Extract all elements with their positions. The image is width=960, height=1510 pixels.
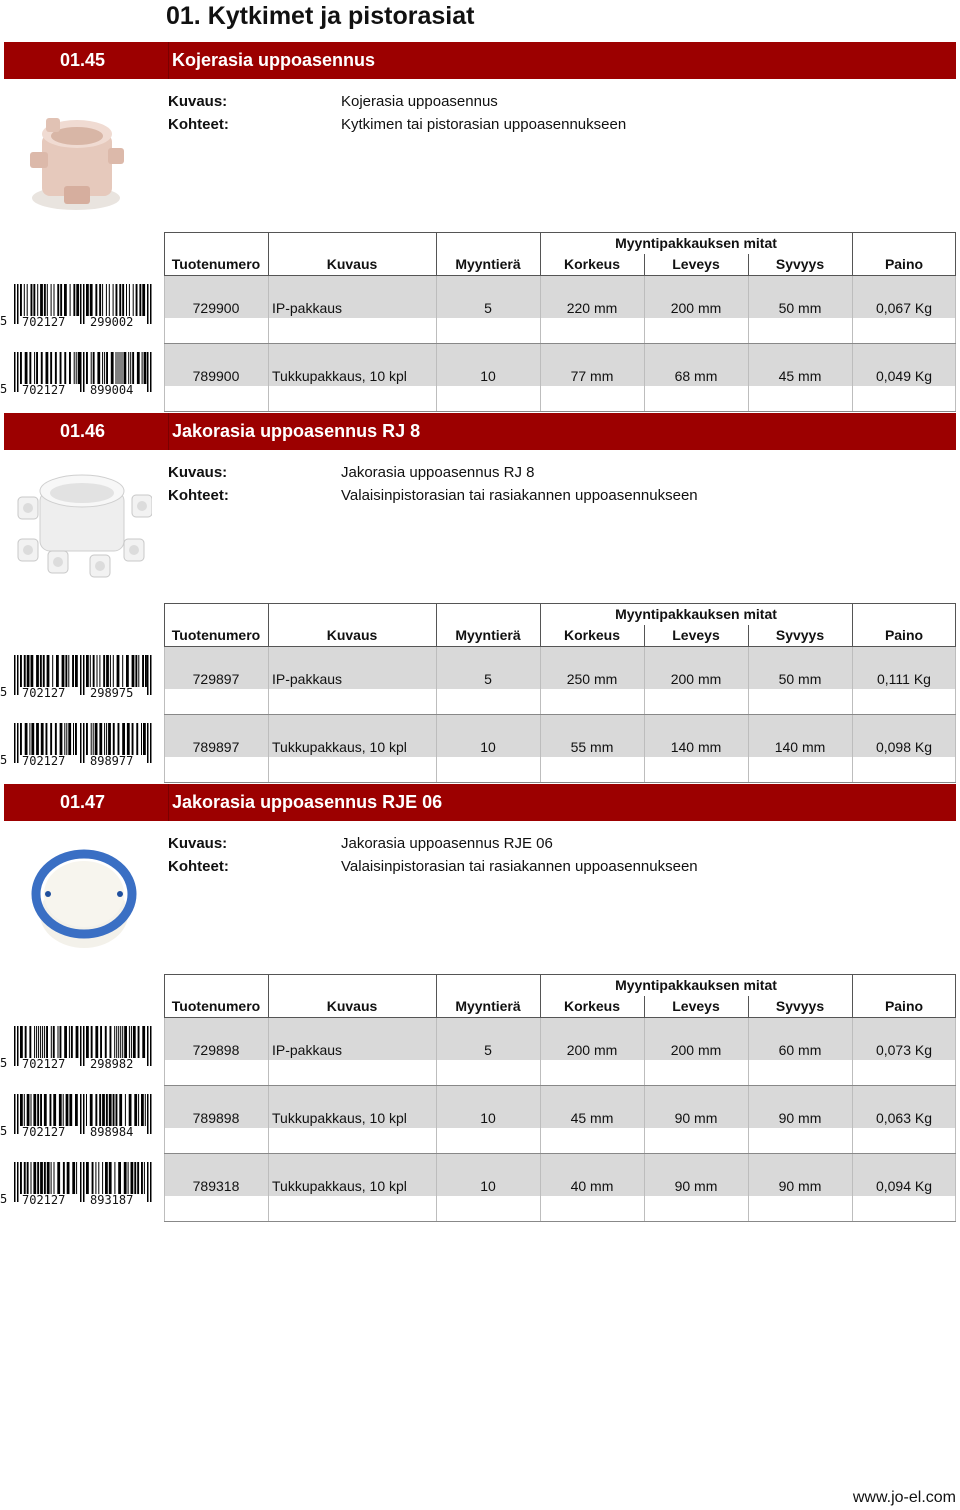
- cell-syvyys: 45 mm: [778, 368, 822, 384]
- cell-kuvaus: IP-pakkaus: [272, 1042, 343, 1058]
- cell-tuotenumero: 789318: [192, 1178, 240, 1194]
- cell-divider: [268, 1154, 269, 1222]
- cell-leveys: 90 mm: [674, 1178, 718, 1194]
- table-row: [164, 715, 956, 783]
- section-code: 01.47: [60, 792, 106, 812]
- row-rule: [164, 1221, 956, 1222]
- product-table: [164, 603, 956, 783]
- ean-right-digits: 299002: [90, 315, 134, 329]
- column-header: Paino: [884, 256, 924, 272]
- ean-left-digits: 702127: [22, 754, 66, 768]
- section-header-bar: [4, 784, 956, 821]
- table-row: [164, 344, 956, 412]
- column-header: Myyntierä: [455, 256, 521, 272]
- product-section: [0, 413, 960, 784]
- ean-right-digits: 893187: [90, 1193, 134, 1207]
- section-divider: [168, 42, 169, 79]
- ean-left-digits: 702127: [22, 686, 66, 700]
- ean-leading-digit: 5: [0, 382, 8, 396]
- column-header: Syvyys: [775, 627, 825, 643]
- cell-leveys: 200 mm: [670, 671, 722, 687]
- cell-leveys: 140 mm: [670, 739, 722, 755]
- product-section: [0, 784, 960, 1207]
- ean-leading-digit: 5: [0, 314, 8, 328]
- ean-leading-digit: 5: [0, 1056, 8, 1070]
- ean-right-digits: 898984: [90, 1125, 134, 1139]
- cell-syvyys: 50 mm: [778, 300, 822, 316]
- header-group-label: Myyntipakkauksen mitat: [615, 977, 777, 993]
- cell-myyntiera: 10: [480, 368, 496, 384]
- column-header: Tuotenumero: [171, 998, 261, 1014]
- cell-syvyys: 90 mm: [778, 1110, 822, 1126]
- kohteet-label: Kohteet:: [168, 116, 229, 133]
- cell-korkeus: 77 mm: [570, 368, 614, 384]
- cell-leveys: 200 mm: [670, 1042, 722, 1058]
- table-row: [164, 1018, 956, 1086]
- ean-leading-digit: 5: [0, 685, 8, 699]
- cell-myyntiera: 5: [484, 300, 492, 316]
- cell-korkeus: 45 mm: [570, 1110, 614, 1126]
- cell-myyntiera: 5: [484, 671, 492, 687]
- table-row: [164, 647, 956, 715]
- kohteet-value: Valaisinpistorasian tai rasiakannen uppoasennukseen: [341, 858, 698, 875]
- header-group-label: Myyntipakkauksen mitat: [615, 235, 777, 251]
- cell-kuvaus: Tukkupakkaus, 10 kpl: [272, 1178, 407, 1194]
- header-group-label: Myyntipakkauksen mitat: [615, 606, 777, 622]
- ean-barcode: [0, 1094, 156, 1144]
- column-header: Leveys: [672, 998, 720, 1014]
- cell-leveys: 90 mm: [674, 1110, 718, 1126]
- column-header: Kuvaus: [326, 998, 378, 1014]
- row-rule: [164, 782, 956, 783]
- ean-barcode: [0, 1162, 156, 1212]
- section-code: 01.45: [60, 50, 106, 70]
- cell-kuvaus: Tukkupakkaus, 10 kpl: [272, 1110, 407, 1126]
- ean-left-digits: 702127: [22, 1125, 66, 1139]
- section-divider: [168, 413, 169, 450]
- ean-right-digits: 899004: [90, 383, 134, 397]
- column-header: Syvyys: [775, 256, 825, 272]
- page-title: 01. Kytkimet ja pistorasiat: [166, 2, 475, 30]
- cell-kuvaus: Tukkupakkaus, 10 kpl: [272, 739, 407, 755]
- column-header: Paino: [884, 998, 924, 1014]
- column-header: Korkeus: [563, 998, 621, 1014]
- table-header: [164, 974, 956, 1018]
- product-image: [12, 461, 152, 601]
- cell-kuvaus: IP-pakkaus: [272, 671, 343, 687]
- cell-myyntiera: 10: [480, 739, 496, 755]
- ean-barcode: [0, 655, 156, 705]
- section-code: 01.46: [60, 421, 106, 441]
- row-rule: [164, 411, 956, 412]
- product-image: [12, 832, 152, 972]
- kuvaus-label: Kuvaus:: [168, 835, 228, 852]
- section-divider: [168, 784, 169, 821]
- table-row: [164, 1154, 956, 1222]
- ean-leading-digit: 5: [0, 1192, 8, 1206]
- cell-myyntiera: 10: [480, 1110, 496, 1126]
- cell-syvyys: 60 mm: [778, 1042, 822, 1058]
- cell-syvyys: 50 mm: [778, 671, 822, 687]
- ean-left-digits: 702127: [22, 383, 66, 397]
- product-section: [0, 42, 960, 413]
- cell-divider: [268, 344, 269, 412]
- section-header-bar: [4, 413, 956, 450]
- cell-korkeus: 220 mm: [566, 300, 618, 316]
- cell-divider: [268, 1086, 269, 1154]
- cell-paino: 0,067 Kg: [875, 300, 933, 316]
- cell-paino: 0,073 Kg: [875, 1042, 933, 1058]
- ean-barcode: [0, 1026, 156, 1076]
- ean-left-digits: 702127: [22, 315, 66, 329]
- table-header: [164, 232, 956, 276]
- cell-leveys: 68 mm: [674, 368, 718, 384]
- cell-korkeus: 55 mm: [570, 739, 614, 755]
- kohteet-label: Kohteet:: [168, 858, 229, 875]
- product-image: [12, 90, 152, 230]
- cell-korkeus: 40 mm: [570, 1178, 614, 1194]
- ean-right-digits: 298982: [90, 1057, 134, 1071]
- column-header: Paino: [884, 627, 924, 643]
- kuvaus-label: Kuvaus:: [168, 464, 228, 481]
- cell-tuotenumero: 789900: [192, 368, 240, 384]
- cell-tuotenumero: 729897: [192, 671, 240, 687]
- column-header: Myyntierä: [455, 627, 521, 643]
- column-header: Kuvaus: [326, 256, 378, 272]
- ean-barcode: [0, 284, 156, 334]
- kohteet-label: Kohteet:: [168, 487, 229, 504]
- column-header: Leveys: [672, 627, 720, 643]
- footer-url[interactable]: www.jo-el.com: [852, 1489, 956, 1506]
- cell-divider: [268, 276, 269, 344]
- cell-myyntiera: 10: [480, 1178, 496, 1194]
- cell-kuvaus: IP-pakkaus: [272, 300, 343, 316]
- cell-tuotenumero: 789897: [192, 739, 240, 755]
- section-title: Jakorasia uppoasennus RJ 8: [172, 421, 421, 441]
- cell-leveys: 200 mm: [670, 300, 722, 316]
- cell-syvyys: 90 mm: [778, 1178, 822, 1194]
- cell-divider: [268, 647, 269, 715]
- kuvaus-label: Kuvaus:: [168, 93, 228, 110]
- product-table: [164, 974, 956, 1222]
- cell-tuotenumero: 729898: [192, 1042, 240, 1058]
- ean-leading-digit: 5: [0, 1124, 8, 1138]
- kohteet-value: Kytkimen tai pistorasian uppoasennukseen: [341, 116, 627, 133]
- cell-paino: 0,049 Kg: [875, 368, 933, 384]
- column-header: Syvyys: [775, 998, 825, 1014]
- section-title: Kojerasia uppoasennus: [172, 50, 376, 70]
- section-title: Jakorasia uppoasennus RJE 06: [172, 792, 443, 812]
- cell-paino: 0,063 Kg: [875, 1110, 933, 1126]
- cell-kuvaus: Tukkupakkaus, 10 kpl: [272, 368, 407, 384]
- cell-paino: 0,094 Kg: [875, 1178, 933, 1194]
- cell-divider: [268, 1018, 269, 1086]
- column-header: Leveys: [672, 256, 720, 272]
- ean-barcode: [0, 352, 156, 402]
- column-header: Korkeus: [563, 256, 621, 272]
- kuvaus-value: Kojerasia uppoasennus: [341, 93, 498, 110]
- column-header: Korkeus: [563, 627, 621, 643]
- cell-paino: 0,098 Kg: [875, 739, 933, 755]
- cell-syvyys: 140 mm: [774, 739, 826, 755]
- ean-left-digits: 702127: [22, 1057, 66, 1071]
- column-header: Myyntierä: [455, 998, 521, 1014]
- ean-right-digits: 898977: [90, 754, 134, 768]
- product-table: [164, 232, 956, 412]
- section-header-bar: [4, 42, 956, 79]
- cell-paino: 0,111 Kg: [877, 671, 931, 687]
- cell-korkeus: 250 mm: [566, 671, 618, 687]
- column-header: Kuvaus: [326, 627, 378, 643]
- cell-myyntiera: 5: [484, 1042, 492, 1058]
- cell-korkeus: 200 mm: [566, 1042, 618, 1058]
- kohteet-value: Valaisinpistorasian tai rasiakannen uppoasennukseen: [341, 487, 698, 504]
- cell-divider: [268, 715, 269, 783]
- table-row: [164, 1086, 956, 1154]
- table-header: [164, 603, 956, 647]
- ean-left-digits: 702127: [22, 1193, 66, 1207]
- cell-tuotenumero: 729900: [192, 300, 240, 316]
- ean-barcode: [0, 723, 156, 773]
- cell-tuotenumero: 789898: [192, 1110, 240, 1126]
- table-row: [164, 276, 956, 344]
- ean-leading-digit: 5: [0, 753, 8, 767]
- kuvaus-value: Jakorasia uppoasennus RJ 8: [341, 464, 535, 481]
- column-header: Tuotenumero: [171, 627, 261, 643]
- ean-right-digits: 298975: [90, 686, 134, 700]
- kuvaus-value: Jakorasia uppoasennus RJE 06: [341, 835, 553, 852]
- column-header: Tuotenumero: [171, 256, 261, 272]
